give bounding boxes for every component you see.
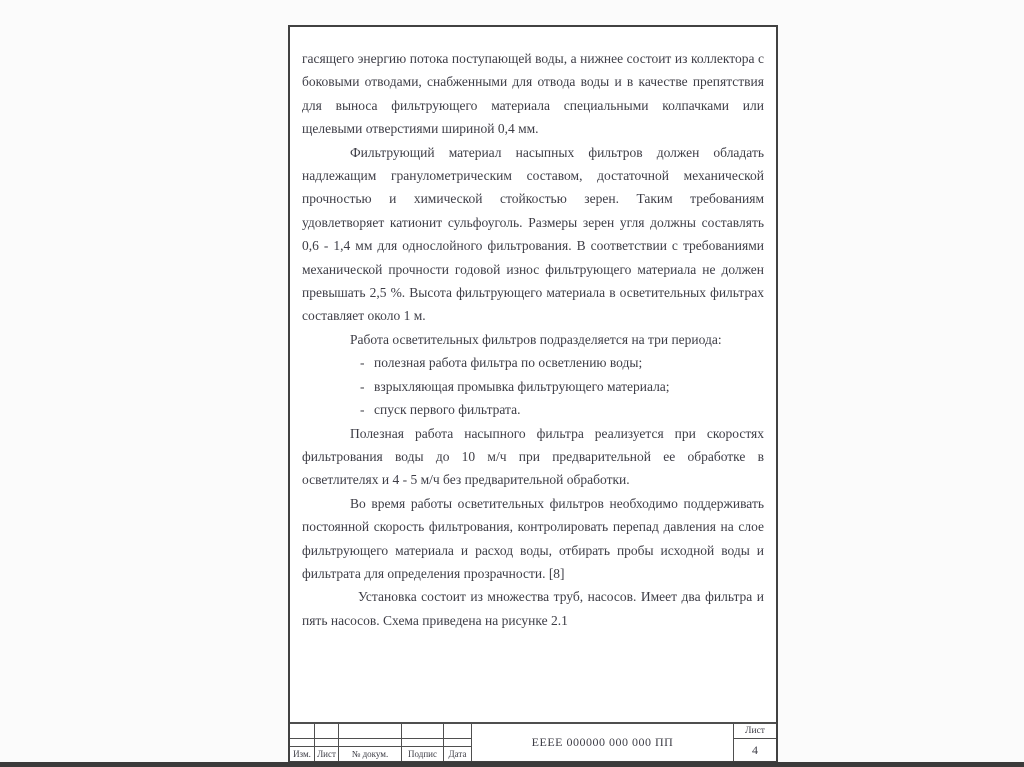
- paragraph: Установка состоит из множества труб, насосов. Имеет два фильтра и пять насосов. Схема приведена на рисунке 2.1: [302, 589, 764, 628]
- stamp-column-label: № докум.: [339, 747, 402, 761]
- sheet-label: Лист: [733, 724, 776, 739]
- stamp-cell: [290, 724, 315, 739]
- list-item-text: взрыхляющая промывка фильтрующего материала;: [374, 378, 670, 394]
- stamp-cell: [339, 724, 402, 739]
- paragraph: Работа осветительных фильтров подразделяется на три периода:: [350, 331, 722, 347]
- list-item: [302, 375, 764, 398]
- stamp-cell: [315, 724, 339, 739]
- list-item: [302, 398, 764, 421]
- stamp-cell: [339, 739, 402, 747]
- document-code: ЕЕЕЕ 000000 000 000 ПП: [531, 735, 674, 749]
- stamp-cell: [402, 724, 444, 739]
- paragraph: гасящего энергию потока поступающей воды, а нижнее состоит из коллектора с боковыми отводами, снабженными для отвода воды и в качестве препятствия для выноса фильтрующего материала специальными колпачками или щелевыми отверстиями шириной 0,4 мм.: [302, 51, 764, 137]
- stamp-column-label: Подпис: [402, 747, 444, 761]
- bottom-bar: [0, 762, 1024, 767]
- list-dash-marker: -: [360, 355, 365, 371]
- list-item-text: полезная работа фильтра по осветлению воды;: [374, 355, 643, 371]
- list-item-text: спуск первого фильтрата.: [374, 402, 521, 418]
- stamp-column-label: Дата: [444, 747, 472, 761]
- stamp-column-label: Лист: [315, 747, 339, 761]
- sheet-number: 4: [733, 739, 776, 761]
- paragraph: Во время работы осветительных фильтров необходимо поддерживать постоянной скорость фильтрования, контролировать перепад давления на слое фильтрующего материала и расход воды, отбирать пробы исходной воды и фильтрата для определения прозрачности. [8]: [302, 495, 764, 581]
- stamp-cell: [315, 739, 339, 747]
- list-dash-marker: -: [360, 378, 365, 394]
- stamp-cell: [444, 739, 472, 747]
- document-page: [288, 25, 778, 763]
- list-dash-marker: -: [360, 402, 365, 418]
- paragraph: Фильтрующий материал насыпных фильтров должен обладать надлежащим гранулометрическим составом, достаточной механической прочностью и химической стойкостью зерен. Таким требованиям удовлетворяет катионит сульфоуголь. Размеры зерен угля должны составлять 0,6 - 1,4 мм для однослойного фильтрования. В соответствии с требованиями механической прочности годовой износ фильтрующего материала не должен превышать 2,5 %. Высота фильтрующего материала в осветительных фильтрах составляет около 1 м.: [302, 144, 764, 324]
- title-block: [290, 722, 776, 761]
- paragraph: Полезная работа насыпного фильтра реализуется при скоростях фильтрования воды до 10 м/ч при предварительной ее обработке в осветлителях и 4 - 5 м/ч без предварительной обработки.: [302, 425, 764, 488]
- stamp-column-label: Изм.: [290, 747, 315, 761]
- stamp-cell: [444, 724, 472, 739]
- stamp-cell: [290, 739, 315, 747]
- list-item: [302, 351, 764, 374]
- stamp-cell: [402, 739, 444, 747]
- document-text: [302, 47, 764, 720]
